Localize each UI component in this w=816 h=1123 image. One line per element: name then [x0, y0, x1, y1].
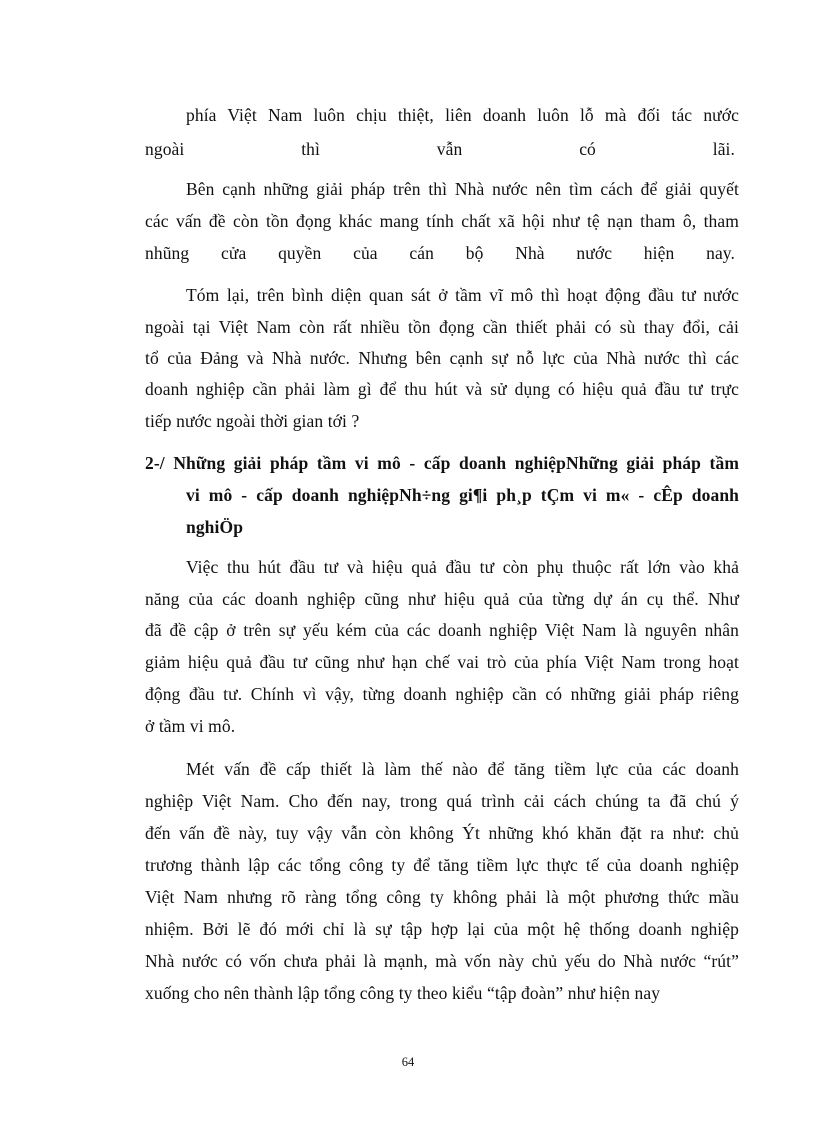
text-line: Việc thu hút đầu tư và hiệu quả đầu tư còn phụ thuộc rất lớn vào khả: [186, 557, 739, 577]
section-heading: nghiÖp: [186, 517, 244, 537]
page-number: 64: [401, 1055, 415, 1069]
text-line: Việt Nam nhưng rõ ràng tổng công ty không phải là một phương thức mầu: [145, 887, 739, 907]
text-line: ngoài thì vẫn có lãi.: [145, 139, 735, 159]
text-line: đã đề cập ở trên sự yếu kém của các doanh nghiệp Việt Nam là nguyên nhân: [145, 620, 739, 640]
section-heading: vi mô - cấp doanh nghiệpNh÷ng gi¶i ph¸p tÇm vi m« - cÊp doanh: [186, 485, 739, 505]
text-line: xuống cho nên thành lập tổng công ty theo kiểu “tập đoàn” như hiện nay: [145, 983, 661, 1003]
text-line: Mét vấn đề cấp thiết là làm thế nào để tăng tiềm lực của các doanh: [186, 759, 739, 779]
section-heading: 2-/ Những giải pháp tầm vi mô - cấp doanh nghiệpNhững giải pháp tầm: [145, 453, 739, 473]
text-line: ngoài tại Việt Nam còn rất nhiều tồn đọng cần thiết phải có sù thay đổi, cải: [145, 317, 739, 337]
text-line: nhũng cửa quyền của cán bộ Nhà nước hiện nay.: [145, 243, 735, 263]
text-line: Tóm lại, trên bình diện quan sát ở tầm vĩ mô thì hoạt động đầu tư nước: [186, 285, 739, 305]
text-line: Bên cạnh những giải pháp trên thì Nhà nước nên tìm cách để giải quyết: [186, 179, 739, 199]
text-line: ở tầm vi mô.: [145, 716, 236, 736]
text-line: phía Việt Nam luôn chịu thiệt, liên doanh luôn lỗ mà đối tác nước: [186, 105, 739, 125]
text-line: đến vấn đề này, tuy vậy vẫn còn không Ýt những khó khăn đặt ra như: chủ: [145, 823, 739, 843]
text-line: động đầu tư. Chính vì vậy, từng doanh nghiệp cần có những giải pháp riêng: [145, 684, 739, 704]
text-line: giảm hiệu quả đầu tư cũng như hạn chế vai trò của phía Việt Nam trong hoạt: [145, 652, 739, 672]
text-line: tiếp nước ngoài thời gian tới ?: [145, 411, 360, 431]
text-line: Nhà nước có vốn chưa phải là mạnh, mà vốn này chủ yếu do Nhà nước “rút”: [145, 951, 739, 971]
text-line: doanh nghiệp cần phải làm gì để thu hút và sử dụng có hiệu quả đầu tư trực: [145, 379, 739, 399]
text-line: năng của các doanh nghiệp cũng như hiệu quả của từng dự án cụ thể. Như: [145, 589, 739, 609]
text-line: nghiệp Việt Nam. Cho đến nay, trong quá trình cải cách chúng ta đã chú ý: [145, 791, 739, 811]
text-line: nhiệm. Bởi lẽ đó mới chỉ là sự tập hợp lại của một hệ thống doanh nghiệp: [145, 919, 739, 939]
text-line: tổ của Đảng và Nhà nước. Nhưng bên cạnh sự nỗ lực của Nhà nước thì các: [145, 348, 739, 368]
text-line: trương thành lập các tổng công ty để tăng tiềm lực thực tế của doanh nghiệp: [145, 855, 739, 875]
text-line: các vấn đề còn tồn đọng khác mang tính chất xã hội như tệ nạn tham ô, tham: [145, 211, 739, 231]
